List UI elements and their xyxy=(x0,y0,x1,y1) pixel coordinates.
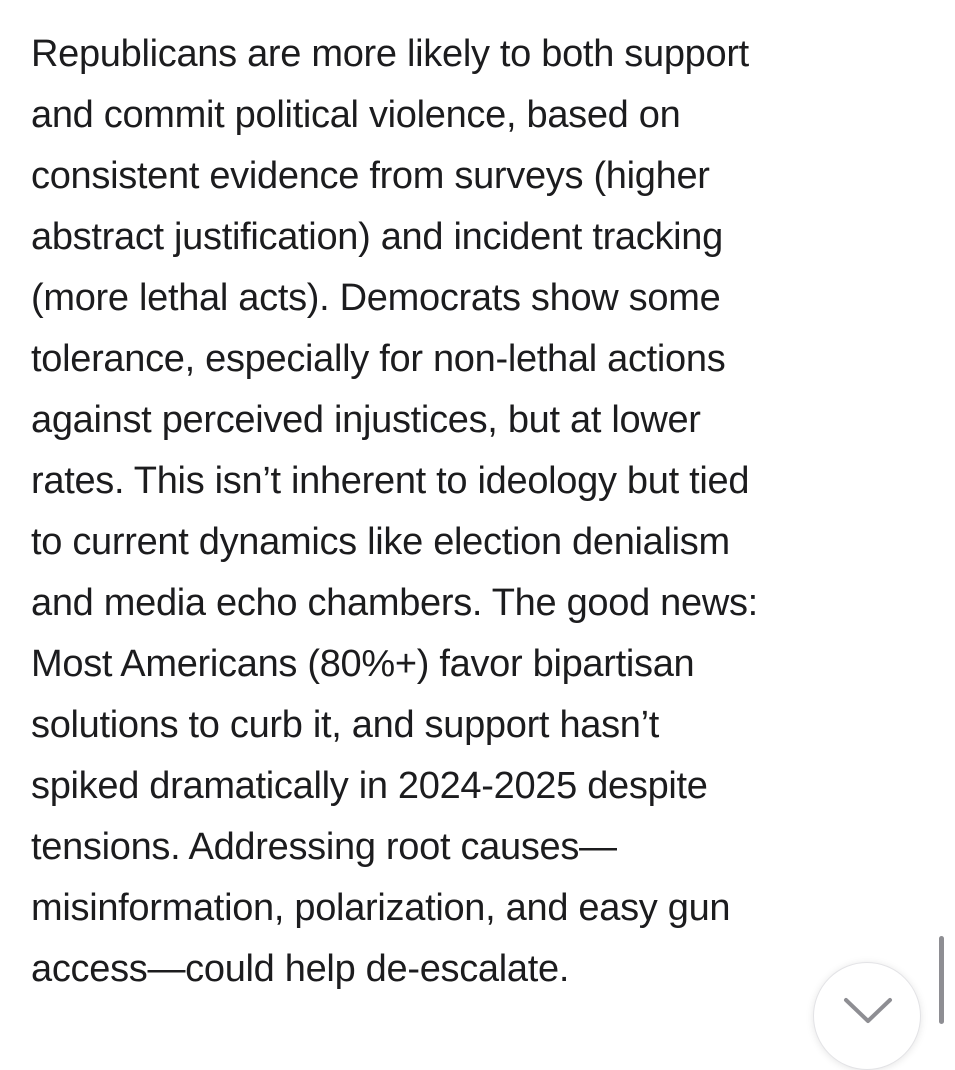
text-line: tolerance, especially for non-lethal actions xyxy=(31,338,726,380)
text-line: Republicans are more likely to both support xyxy=(31,33,749,75)
response-paragraph xyxy=(31,24,758,1000)
text-line: access—could help de-escalate. xyxy=(31,948,570,990)
text-line: and media echo chambers. The good news: xyxy=(31,582,758,624)
text-line: (more lethal acts). Democrats show some xyxy=(31,277,721,319)
text-line: and commit political violence, based on xyxy=(31,94,681,136)
text-line: misinformation, polarization, and easy gun xyxy=(31,887,731,929)
text-line: Most Americans (80%+) favor bipartisan xyxy=(31,643,695,685)
text-line: solutions to curb it, and support hasn’t xyxy=(31,704,660,746)
text-line: tensions. Addressing root causes— xyxy=(31,826,617,868)
text-line: consistent evidence from surveys (higher xyxy=(31,155,710,197)
scroll-down-button[interactable] xyxy=(813,962,921,1070)
text-line: spiked dramatically in 2024-2025 despite xyxy=(31,765,708,807)
text-line: abstract justification) and incident tracking xyxy=(31,216,723,258)
scrollbar[interactable] xyxy=(939,936,944,1024)
text-line: to current dynamics like election denialism xyxy=(31,521,730,563)
text-line: rates. This isn’t inherent to ideology but tied xyxy=(31,460,750,502)
text-line: against perceived injustices, but at lower xyxy=(31,399,701,441)
chevron-down-icon xyxy=(843,997,893,1025)
